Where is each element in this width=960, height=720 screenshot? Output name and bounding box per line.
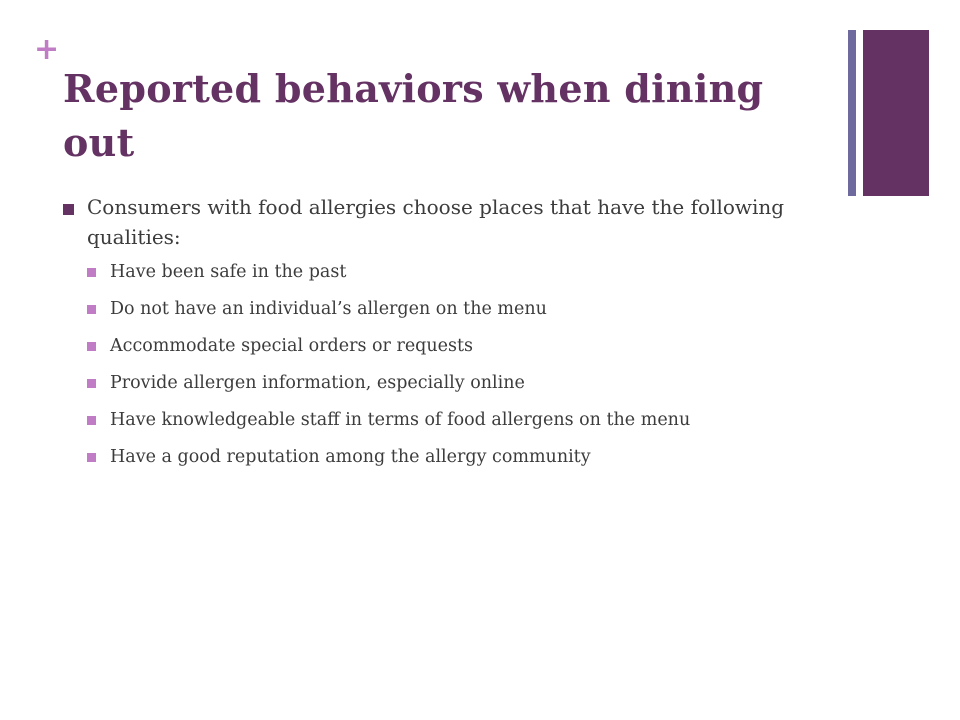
plus-icon: +: [34, 32, 60, 67]
sub-bullet-text: Accommodate special orders or requests: [110, 336, 473, 356]
square-bullet-icon: [87, 305, 96, 314]
sub-bullet-item: [63, 408, 853, 445]
sub-bullet-item: [63, 334, 853, 371]
slide-content: [63, 192, 853, 482]
accent-bar-thin: [848, 30, 856, 196]
sub-bullet-text: Provide allergen information, especially online: [110, 373, 525, 393]
sub-bullet-item: [63, 371, 853, 408]
accent-bar-thick: [863, 30, 929, 196]
sub-bullet-item: [63, 260, 853, 297]
square-bullet-icon: [87, 453, 96, 462]
main-bullet-text: Consumers with food allergies choose places that have the following qualities:: [87, 195, 785, 249]
sub-bullet-item: [63, 445, 853, 482]
square-bullet-icon: [63, 204, 74, 215]
square-bullet-icon: [87, 342, 96, 351]
sub-bullet-text: Have knowledgeable staff in terms of food allergens on the menu: [110, 410, 691, 430]
slide-title: Reported behaviors when dining out: [63, 66, 764, 165]
sub-bullet-text: Have been safe in the past: [110, 262, 347, 282]
sub-bullet-text: Do not have an individual’s allergen on the menu: [110, 299, 547, 319]
sub-bullet-item: [63, 297, 853, 334]
square-bullet-icon: [87, 379, 96, 388]
main-bullet: [63, 192, 853, 252]
square-bullet-icon: [87, 416, 96, 425]
sub-bullet-text: Have a good reputation among the allergy community: [110, 447, 591, 467]
square-bullet-icon: [87, 268, 96, 277]
sub-bullet-list: [63, 260, 853, 482]
